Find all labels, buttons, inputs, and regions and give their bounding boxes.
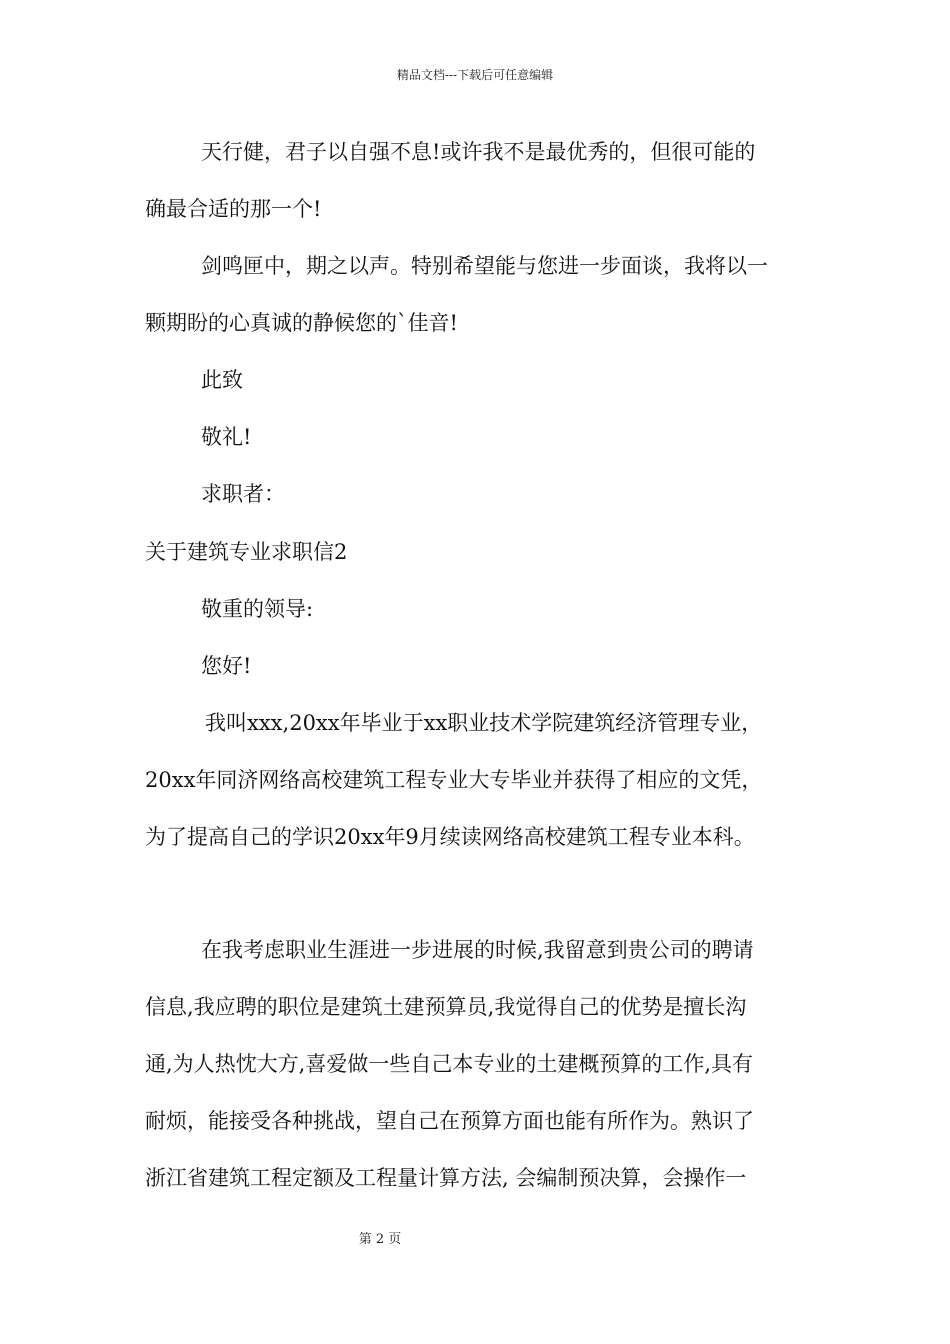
paragraph-line: 在我考虑职业生涯进一步进展的时候,我留意到贵公司的聘请 (201, 938, 754, 962)
section-title: 关于建筑专业求职信2 (145, 540, 348, 564)
paragraph-line: 天行健，君子以自强不息!或许我不是最优秀的，但很可能的 (201, 140, 756, 164)
paragraph-line: 耐烦，能接受各种挑战，望自己在预算方面也能有所作为。熟识了 (145, 1109, 754, 1133)
paragraph-line: 我叫xxx,20xx年毕业于xx职业技术学院建筑经济管理专业， (205, 711, 763, 735)
paragraph-line: 为了提高自己的学识20xx年9月续读网络高校建筑工程专业本科。 (145, 825, 755, 849)
paragraph-line: 20xx年同济网络高校建筑工程专业大专毕业并获得了相应的文凭， (145, 768, 763, 792)
closing-salutation: 此致 (201, 368, 243, 392)
paragraph-line: 剑鸣匣中，期之以声。特别希望能与您进一步面谈，我将以一 (201, 254, 768, 278)
greeting-hello: 您好! (201, 654, 252, 678)
signature-label: 求职者： (201, 482, 285, 506)
paragraph-line: 确最合适的那一个! (145, 197, 322, 221)
paragraph-line: 浙江省建筑工程定额及工程量计算方法, 会编制预决算，会操作一 (145, 1166, 747, 1190)
page-header: 精品文档---下载后可任意编辑 (396, 68, 554, 82)
paragraph-line: 颗期盼的心真诚的静候您的`佳音! (145, 311, 458, 335)
page-number: 第 2 页 (358, 1232, 402, 1247)
paragraph-line: 信息,我应聘的职位是建筑土建预算员,我觉得自己的优势是擅长沟 (145, 995, 747, 1019)
greeting: 敬重的领导: (201, 597, 314, 621)
paragraph-line: 通,为人热忱大方,喜爱做一些自己本专业的土建概预算的工作,具有 (145, 1052, 754, 1076)
closing-regards: 敬礼! (201, 425, 252, 449)
